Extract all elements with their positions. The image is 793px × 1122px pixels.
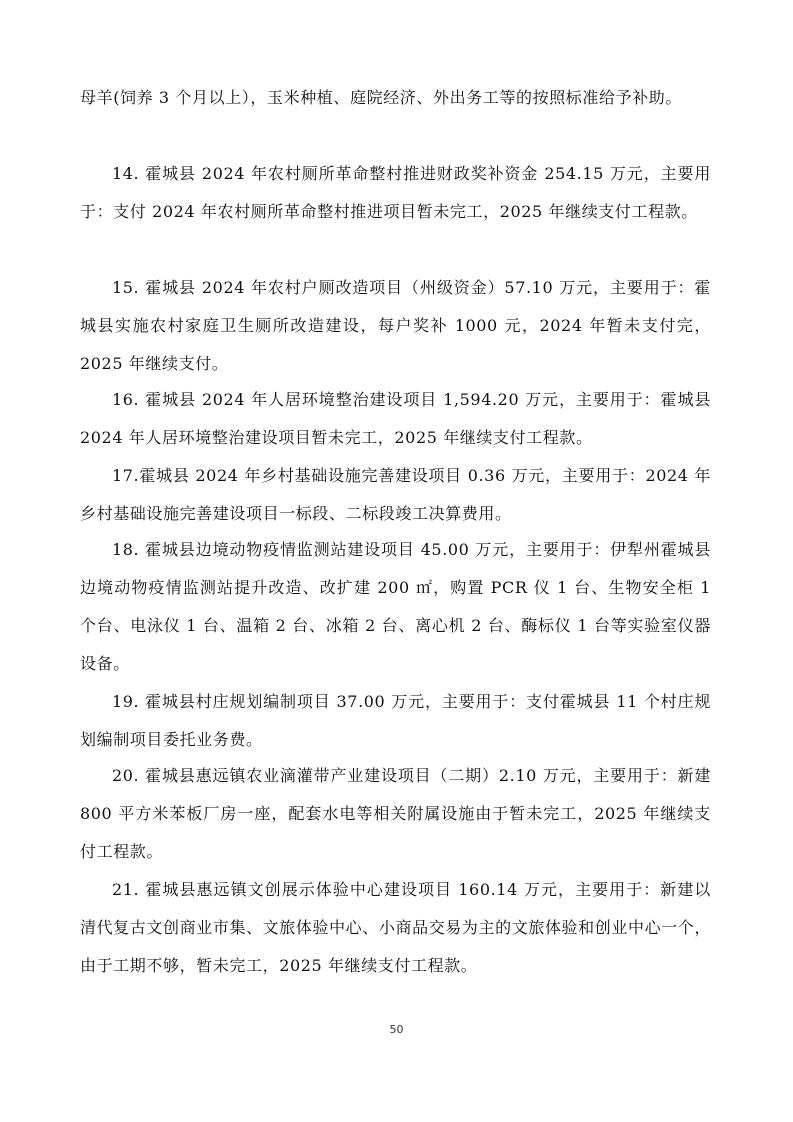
paragraph-20: 20. 霍城县惠远镇农业滴灌带产业建设项目（二期）2.10 万元，主要用于：新建 800 平方米苯板厂房一座，配套水电等相关附属设施由于暂未完工，2025 年继续支付工程款。 [80, 766, 711, 861]
paragraph-16: 16. 霍城县 2024 年人居环境整治建设项目 1,594.20 万元，主要用于：霍城县 2024 年人居环境整治建设项目暂未完工，2025 年继续支付工程款。 [80, 390, 711, 447]
paragraph-17: 17.霍城县 2024 年乡村基础设施完善建设项目 0.36 万元，主要用于：2024 年乡村基础设施完善建设项目一标段、二标段竣工决算费用。 [80, 466, 711, 523]
page-number: 50 [389, 1023, 404, 1036]
paragraph-13-continuation: 母羊(饲养 3 个月以上），玉米种植、庭院经济、外出务工等的按照标准给予补助。 [80, 88, 682, 107]
paragraph-18: 18. 霍城县边境动物疫情监测站建设项目 45.00 万元，主要用于：伊犁州霍城县边境动物疫情监测站提升改造、改扩建 200 ㎡，购置 PCR 仪 1 台、生物安全柜 1 个台、电泳仪 1 台、温箱 2 台、冰箱 2 台、离心机 2 台、酶标仪 1 台等实验室仪器设备。 [80, 540, 711, 673]
paragraph-21: 21. 霍城县惠远镇文创展示体验中心建设项目 160.14 万元，主要用于：新建以清代复古文创商业市集、文旅体验中心、小商品交易为主的文旅体验和创业中心一个，由于工期不够，暂未完工，2025 年继续支付工程款。 [80, 880, 711, 975]
paragraph-14: 14. 霍城县 2024 年农村厕所革命整村推进财政奖补资金 254.15 万元，主要用于：支付 2024 年农村厕所革命整村推进项目暂未完工，2025 年继续支付工程款。 [80, 164, 711, 221]
paragraph-19: 19. 霍城县村庄规划编制项目 37.00 万元，主要用于：支付霍城县 11 个村庄规划编制项目委托业务费。 [80, 692, 711, 749]
paragraph-15: 15. 霍城县 2024 年农村户厕改造项目（州级资金）57.10 万元，主要用于：霍城县实施农村家庭卫生厕所改造建设，每户奖补 1000 元，2024 年暂未支付完，2025 年继续支付。 [80, 278, 711, 373]
